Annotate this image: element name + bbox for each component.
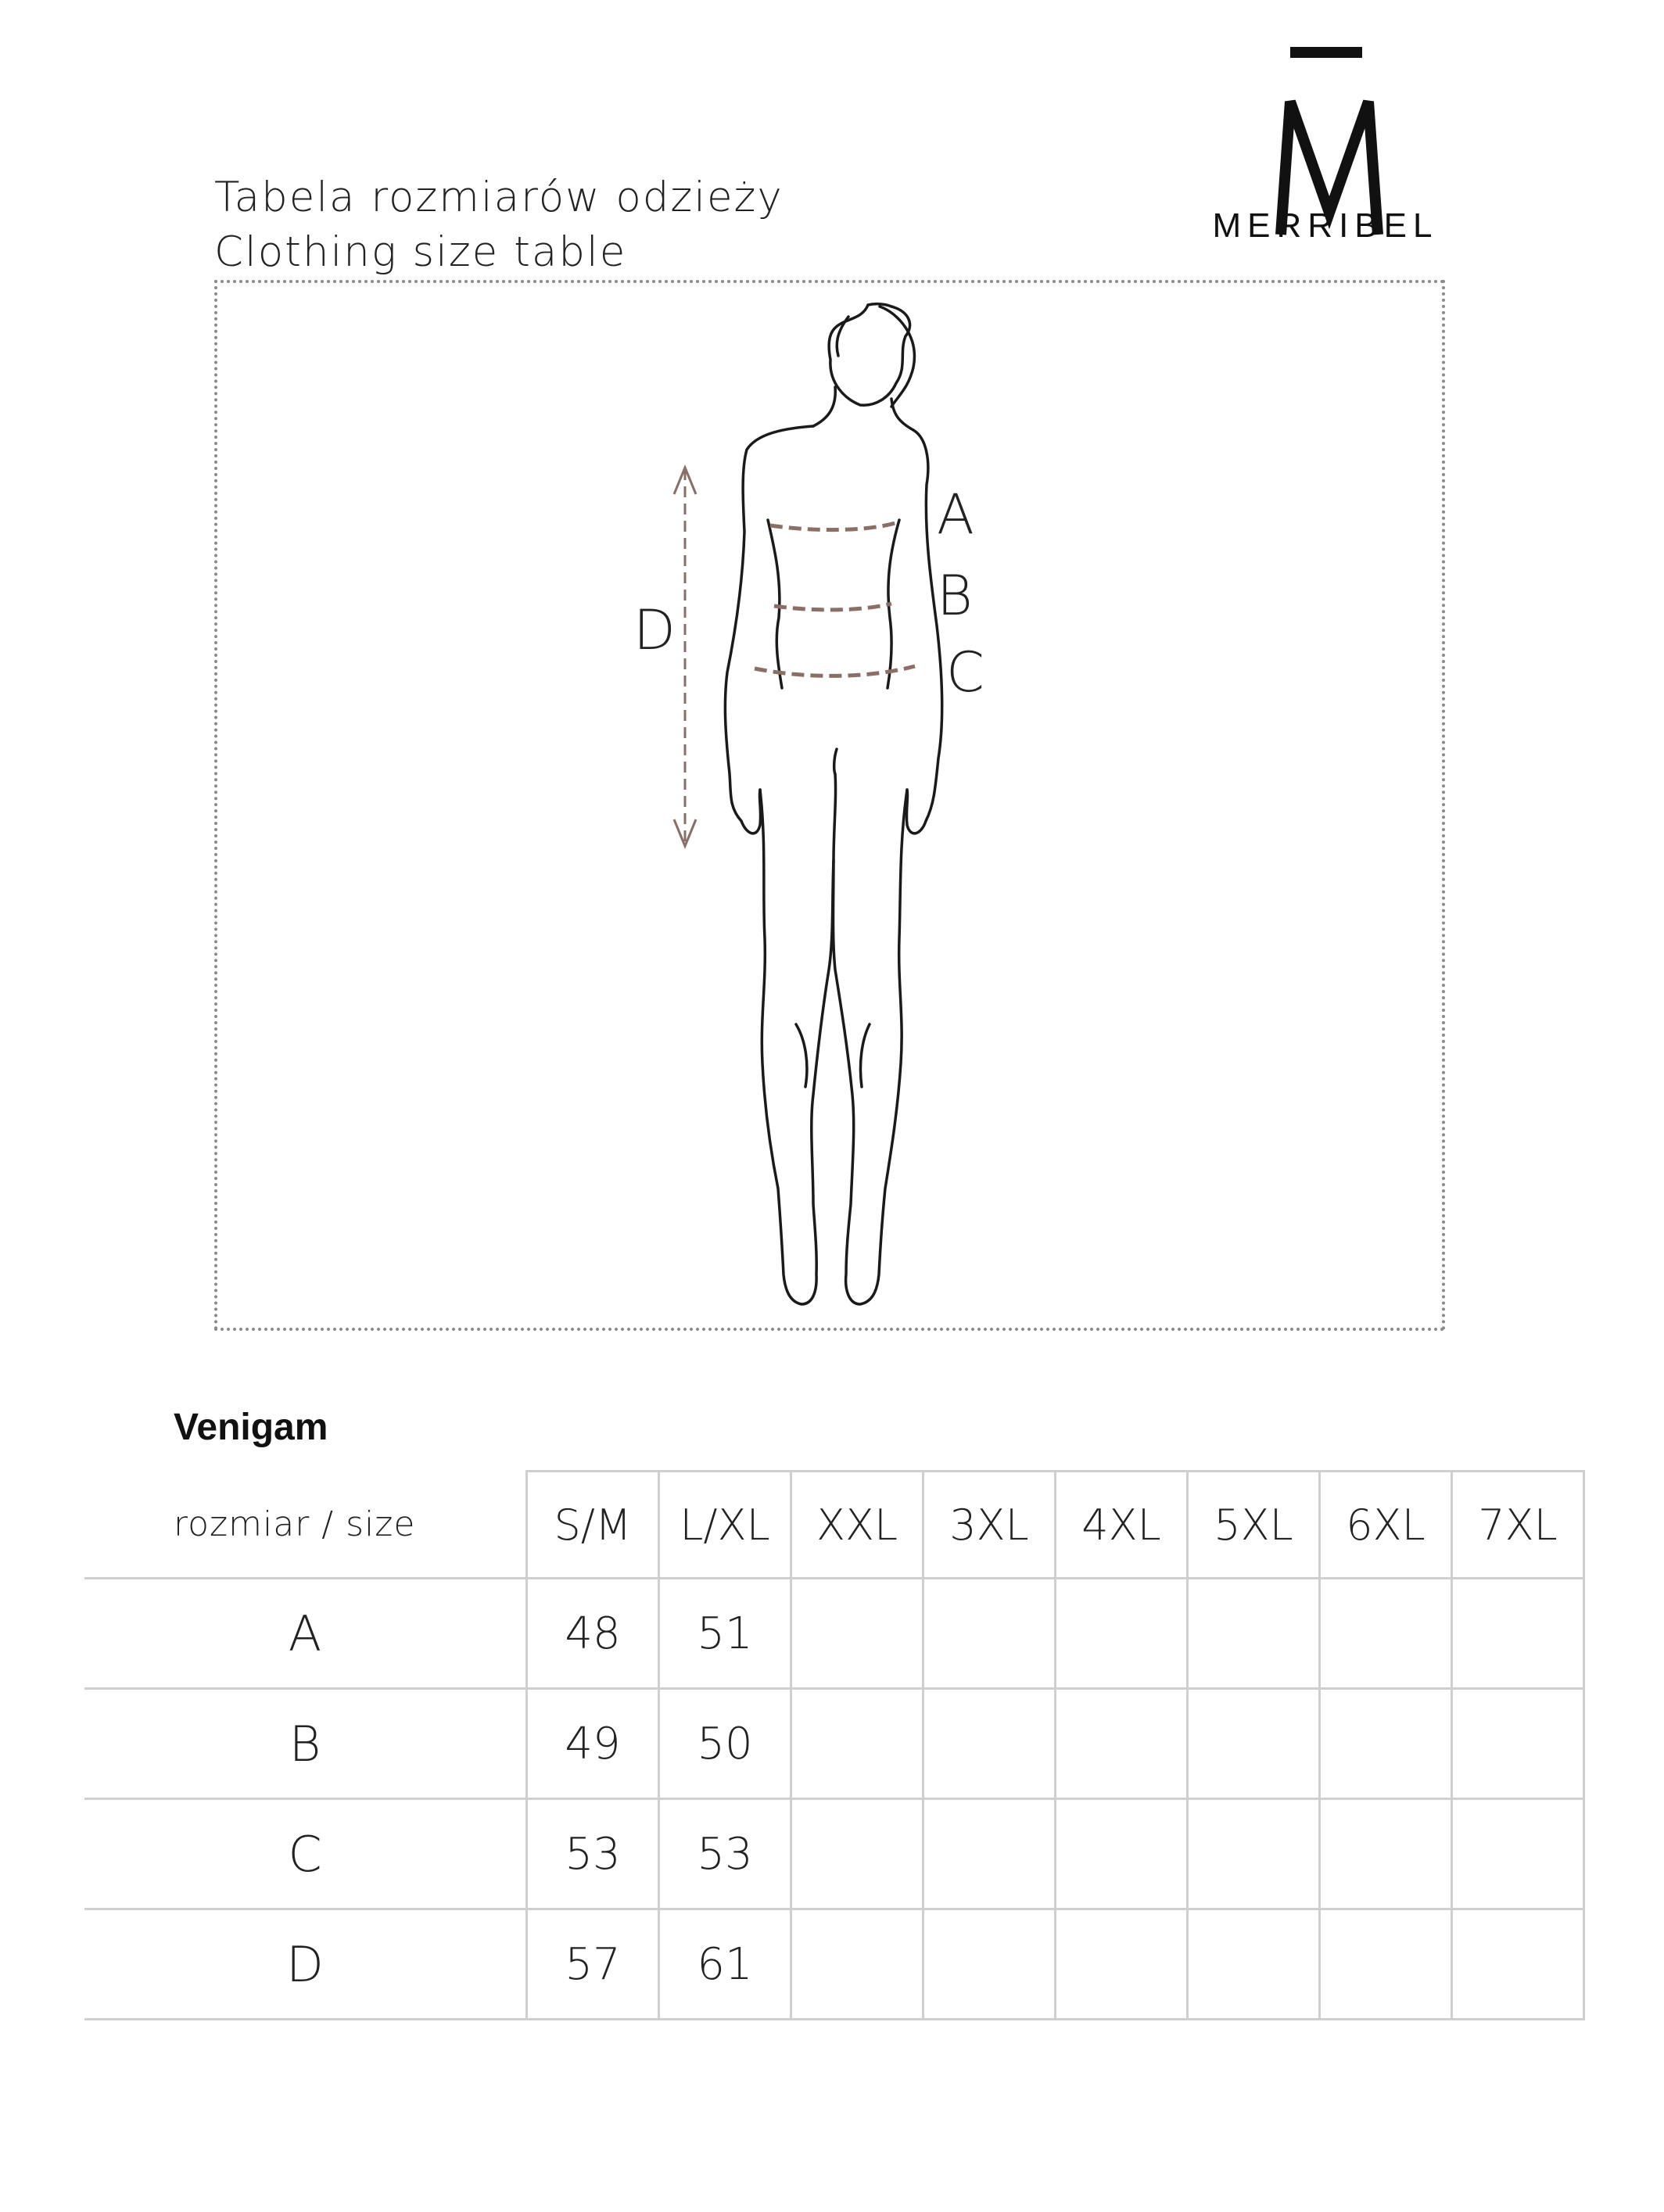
table-cell: 51 <box>659 1579 791 1689</box>
table-cell <box>1320 1909 1452 2020</box>
row-label: C <box>84 1799 527 1909</box>
title-polish: Tabela rozmiarów odzieży <box>214 174 784 221</box>
size-column-header: 4XL <box>1056 1472 1188 1579</box>
measure-line-a <box>770 522 898 530</box>
brand-name: MERRIBEL <box>1212 206 1439 245</box>
size-table <box>84 1470 1585 2020</box>
table-header-row <box>84 1472 1584 1579</box>
size-column-header: XXL <box>791 1472 923 1579</box>
title-english: Clothing size table <box>214 228 627 276</box>
figure-label-c: C <box>946 640 984 704</box>
table-row <box>84 1909 1584 2020</box>
table-cell <box>1188 1909 1320 2020</box>
table-cell <box>1188 1579 1320 1689</box>
size-column-header: L/XL <box>659 1472 791 1579</box>
measure-arrow-d <box>674 468 696 846</box>
table-cell <box>1452 1579 1584 1689</box>
table-row <box>84 1799 1584 1909</box>
figure-label-a: A <box>937 482 974 547</box>
row-label: D <box>84 1909 527 2020</box>
table-row <box>84 1689 1584 1799</box>
table-cell <box>923 1689 1056 1799</box>
size-column-header: 3XL <box>923 1472 1056 1579</box>
table-cell <box>1056 1689 1188 1799</box>
table-cell: 57 <box>527 1909 659 2020</box>
table-cell <box>1452 1689 1584 1799</box>
table-cell <box>1320 1579 1452 1689</box>
table-cell <box>1320 1799 1452 1909</box>
figure-label-d: D <box>633 598 676 662</box>
product-name: Venigam <box>174 1407 328 1448</box>
size-column-header: 7XL <box>1452 1472 1584 1579</box>
table-cell <box>923 1909 1056 2020</box>
table-row <box>84 1579 1584 1689</box>
row-label: A <box>84 1579 527 1689</box>
size-column-header: 6XL <box>1320 1472 1452 1579</box>
table-cell <box>791 1689 923 1799</box>
figure-outline <box>725 304 941 1304</box>
table-cell <box>1056 1909 1188 2020</box>
table-cell: 49 <box>527 1689 659 1799</box>
size-header-label: rozmiar / size <box>84 1472 527 1579</box>
table-cell <box>791 1909 923 2020</box>
table-cell <box>791 1799 923 1909</box>
figure-label-b: B <box>937 564 973 628</box>
size-column-header: 5XL <box>1188 1472 1320 1579</box>
table-cell <box>1188 1689 1320 1799</box>
table-cell <box>923 1799 1056 1909</box>
table-cell <box>791 1579 923 1689</box>
table-cell: 48 <box>527 1579 659 1689</box>
table-cell: 50 <box>659 1689 791 1799</box>
table-cell <box>923 1579 1056 1689</box>
table-cell <box>1056 1579 1188 1689</box>
row-label: B <box>84 1689 527 1799</box>
measure-line-b <box>774 604 891 610</box>
table-cell <box>1320 1689 1452 1799</box>
size-column-header: S/M <box>527 1472 659 1579</box>
table-cell <box>1452 1799 1584 1909</box>
table-cell <box>1452 1909 1584 2020</box>
table-cell <box>1188 1799 1320 1909</box>
table-cell: 53 <box>527 1799 659 1909</box>
table-cell <box>1056 1799 1188 1909</box>
table-cell: 53 <box>659 1799 791 1909</box>
table-cell: 61 <box>659 1909 791 2020</box>
